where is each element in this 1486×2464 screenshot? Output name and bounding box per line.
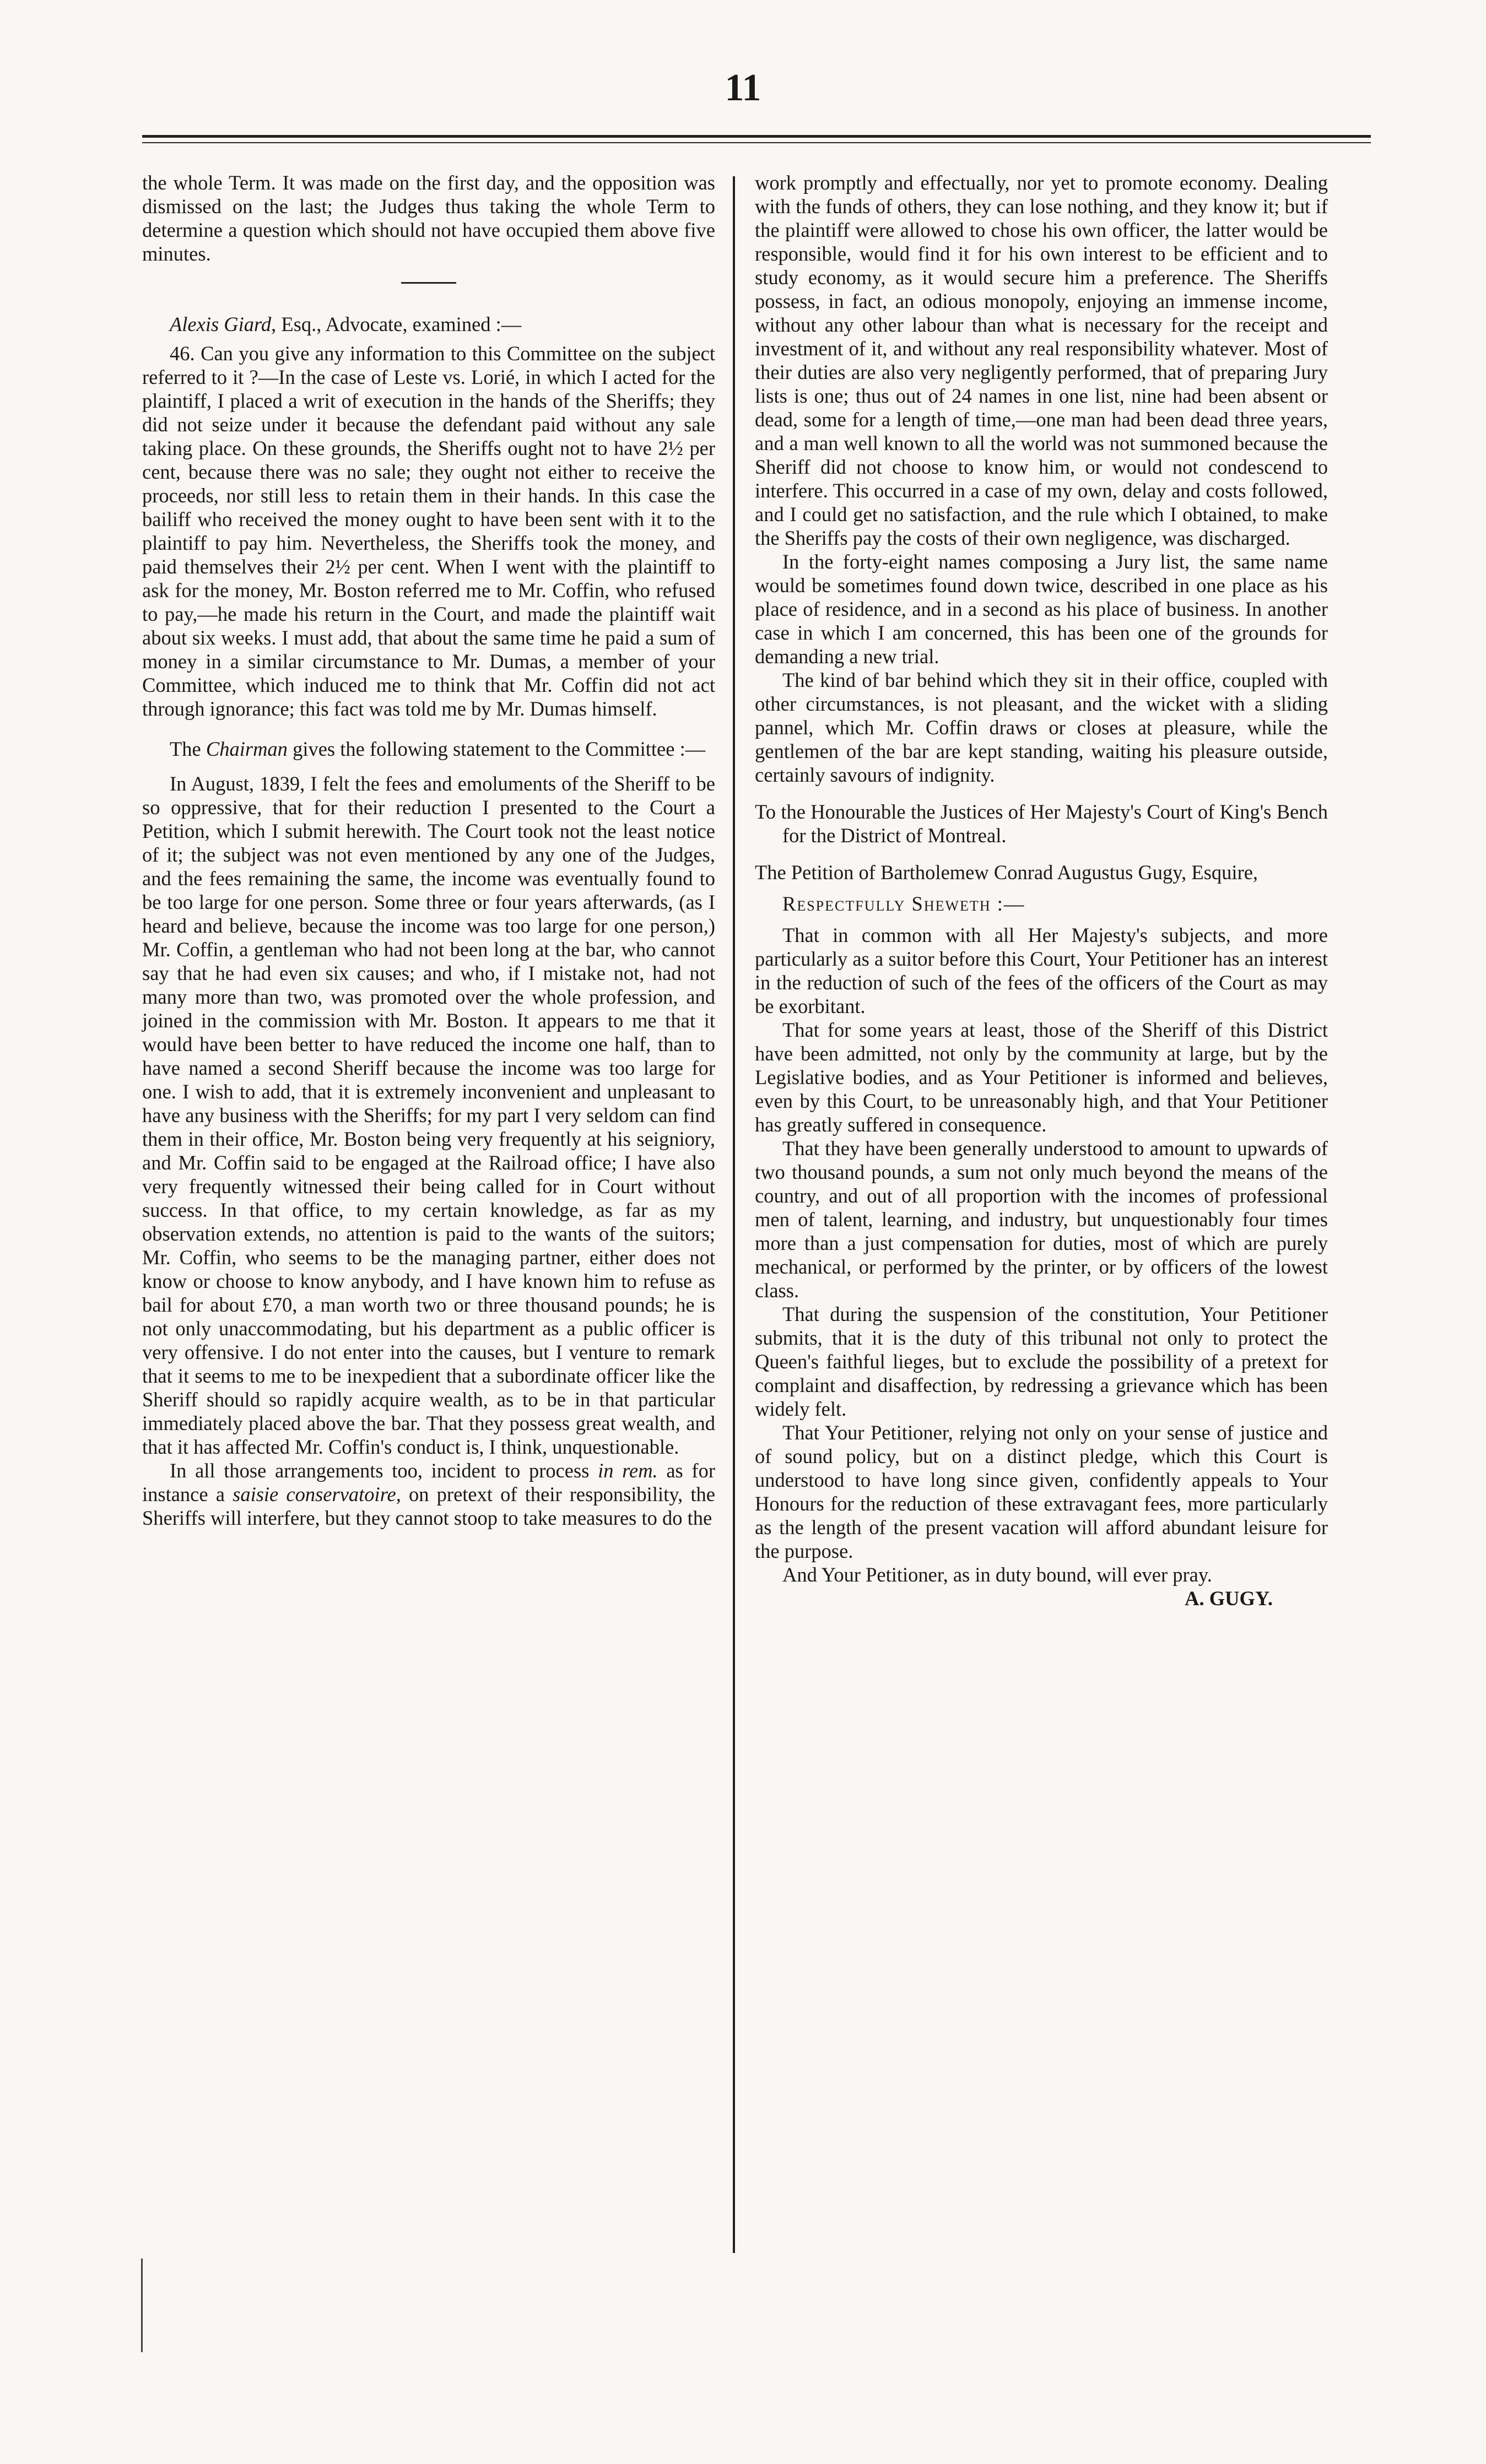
section-divider	[401, 282, 456, 284]
witness-heading	[142, 312, 715, 336]
right-column	[755, 171, 1328, 1610]
header-rule	[142, 135, 1371, 143]
petition-clause-2: That for some years at least, those of the Sheriff of this District have been admitted, not only by the community at large, but by the Legislative bodies, and as Your Petitioner is informed and believes, even by this Court, to be unreasonably high, and that Your Petitioner has greatly suffered in consequence.	[755, 1019, 1328, 1136]
bar-paragraph: The kind of bar behind which they sit in their office, coupled with other circumstances, is not pleasant, and the wicket with a sliding pannel, which Mr. Coffin draws or closes at pleasure, while the gentlemen of the bar are kept standing, waiting his pleasure outside, certainly savours of indignity.	[755, 669, 1328, 786]
left-column	[142, 171, 715, 1530]
chairman-heading: The Chairman gives the following statement to the Committee :—	[170, 738, 706, 760]
witness-heading-rest: , Esq., Advocate, examined :—	[271, 313, 522, 335]
jury-list-paragraph: In the forty-eight names composing a Jury list, the same name would be sometimes found down twice, described in one place as his place of residence, and in a second as his place of business. In another case in which I am concerned, this has been one of the grounds for demanding a new trial.	[755, 550, 1328, 668]
petition-address: To the Honourable the Justices of Her Majesty's Court of King's Bench for the District of Montreal.	[755, 800, 1328, 847]
left-paragraph-continuation: the whole Term. It was made on the first day, and the opposition was dismissed on the last; the Judges thus taking the whole Term to determine a question which should not have occupied them above five minutes.	[142, 171, 715, 265]
witness-name: Alexis Giard	[170, 313, 272, 335]
signature: A. GUGY.	[1185, 1587, 1273, 1610]
chairman-statement: In August, 1839, I felt the fees and emoluments of the Sheriff to be so oppressive, that for their reduction I presented to the Court a Petition, which I submit herewith. The Court took not the least notice of it; the subject was not even mentioned by any one of the Judges, and the fees remaining the same, the income was eventually found to be too large for one person. Some three or four years afterwards, (as I heard and believe, because the income was too large for one person,) Mr. Coffin, a gentleman who had not been long at the bar, who cannot say that he had even six causes; and who, if I mistake not, had not many more than two, was promoted over the whole profession, and joined in the commission with Mr. Boston. It appears to me that it would have been better to have reduced the income one half, than to have named a second Sheriff because the income was too large for one. I wish to add, that it is extremely inconvenient and unpleasant to have any business with the Sheriffs; for my part I very seldom can find them in their office, Mr. Boston being very frequently at his seigniory, and Mr. Coffin said to be engaged at the Railroad office; I have also very frequently witnessed their being called for in Court without success. In that office, to my certain knowledge, as far as my observation extends, no attention is paid to the wants of the suitors; Mr. Coffin, who seems to be the managing partner, either does not know or choose to know anybody, and I have known him to refuse as bail for about £70, a man worth two or three thousand pounds; he is not only unaccommodating, but his department as a public officer is very offensive. I do not enter into the causes, but I venture to remark that it seems to me to be inexpedient that a subordinate officer like the Sheriff should so rapidly acquire wealth, as to be in that particular immediately placed above the bar. That they possess great wealth, and that it has affected Mr. Coffin's conduct is, I think, unquestionable.	[142, 772, 715, 1458]
right-paragraph-continuation: work promptly and effectually, nor yet to promote economy. Dealing with the funds of others, they can lose nothing, and they know it; but if the plaintiff were allowed to chose his own officer, the latter would be responsible, would find it for his own interest to be efficient and to study economy, as it would secure him a preference. The Sheriffs possess, in fact, an odious monopoly, enjoying an immense income, without any other labour than what is necessary for the receipt and investment of it, and without any real responsibility whatever. Most of their duties are also very negligently performed, that of preparing Jury lists is one; thus out of 24 names in one list, nine had been absent or dead, some for a length of time,—one man had been dead three years, and a man well known to all the world was not summoned because the Sheriff did not choose to know him, or would not condescend to interfere. This occurred in a case of my own, delay and costs followed, and I could get no satisfaction, and the rule which I obtained, to make the Sheriffs pay the costs of their own negligence, was discharged.	[755, 171, 1328, 549]
chairman-label: Chairman	[206, 738, 288, 760]
petition-clause-3: That they have been generally understood to amount to upwards of two thousand pounds, a sum not only much beyond the means of the country, and out of all proportion with the incomes of professional men of talent, learning, and industry, but unquestionably four times more than a just compensation for duties, most of which are purely mechanical, or performed by the printer, or by officers of the lowest class.	[755, 1137, 1328, 1302]
petition-sheweth: Respectfully Sheweth :—	[782, 892, 1025, 915]
petition-title: The Petition of Bartholemew Conrad Augustus Gugy, Esquire,	[755, 861, 1258, 884]
column-divider	[733, 176, 735, 2253]
arrangements-paragraph: In all those arrangements too, incident to process in rem. as for instance a saisie conservatoire, on pretext of their responsibility, the Sheriffs will interfere, but they cannot stoop to take measures to do the	[142, 1459, 715, 1529]
question-46: 46. Can you give any information to this Committee on the subject referred to it ?—In the case of Leste vs. Lorié, in which I acted for the plaintiff, I placed a writ of execution in the hands of the Sheriffs; they did not seize under it because the defendant paid without any sale taking place. On these grounds, the Sheriffs ought not to have 2½ per cent, because there was no sale; they ought not either to receive the proceeds, nor still less to retain them in their hands. In this case the bailiff who received the money ought to have been sent with it to the plaintiff to pay him. Nevertheless, the Sheriffs took the money, and paid themselves their 2½ per cent. When I went with the plaintiff to ask for the money, Mr. Boston referred me to Mr. Coffin, who refused to pay,—he made his return in the Court, and made the plaintiff wait about six weeks. I must add, that about the same time he paid a sum of money in a similar circumstance to Mr. Dumas, a member of your Committee, which induced me to think that Mr. Coffin did not act through ignorance; this fact was told me by Mr. Dumas himself.	[142, 342, 715, 720]
petition-clause-4: That during the suspension of the constitution, Your Petitioner submits, that it is the duty of this tribunal not only to protect the Queen's faithful lieges, but to exclude the possibility of a pretext for complaint and disaffection, by redressing a grievance which has been widely felt.	[755, 1303, 1328, 1420]
petition-clause-6: And Your Petitioner, as in duty bound, will ever pray.	[782, 1563, 1212, 1586]
margin-mark	[141, 2259, 143, 2352]
page-number: 11	[725, 67, 761, 109]
petition-clause-1: That in common with all Her Majesty's subjects, and more particularly as a suitor before this Court, Your Petitioner has an interest in the reduction of such of the fees of the officers of the Court as may be exorbitant.	[755, 924, 1328, 1017]
petition-clause-5: That Your Petitioner, relying not only on your sense of justice and of sound policy, but on a distinct pledge, which this Court is understood to have long since given, confidently appeals to Your Honours for the reduction of these extravagant fees, more particularly as the length of the present vacation will afford abundant leisure for the purpose.	[755, 1421, 1328, 1562]
